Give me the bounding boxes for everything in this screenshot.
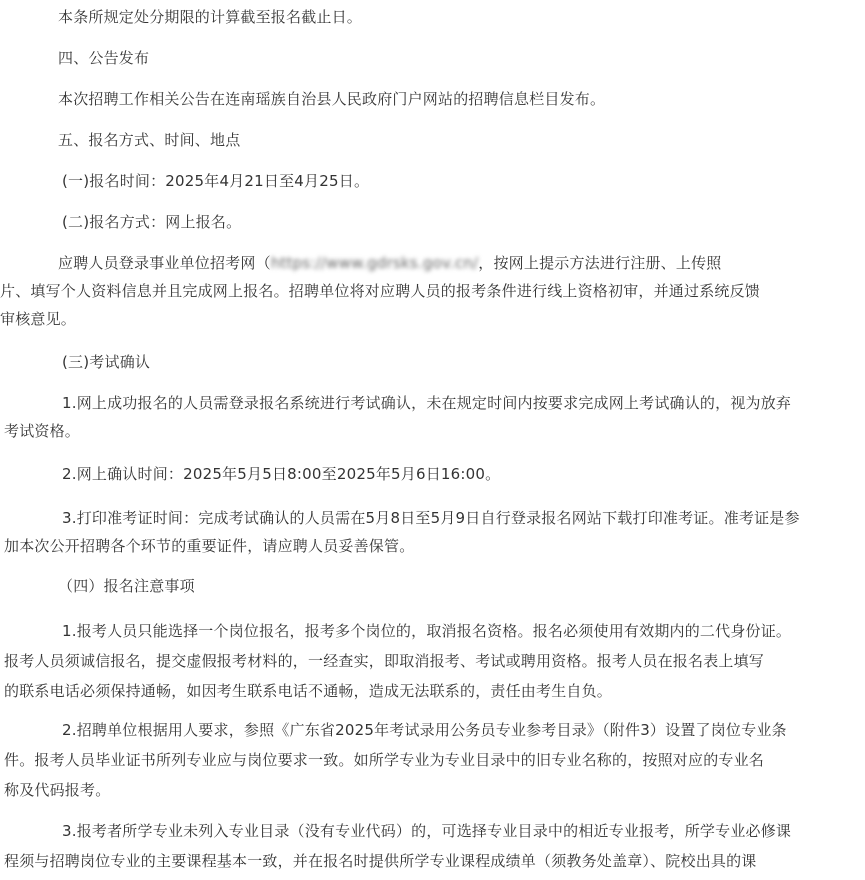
text-line: 称及代码报考。 xyxy=(4,781,111,799)
text-line: 1.网上成功报名的人员需登录报名系统进行考试确认，未在规定时间内按要求完成网上考试确认的，视为放弃 xyxy=(62,394,792,412)
text-line: 审核意见。 xyxy=(0,310,77,328)
text-line: 五、报名方式、时间、地点 xyxy=(58,131,241,149)
text-segment: 应聘人员登录事业单位招考网（ xyxy=(58,254,271,272)
text-line: (三)考试确认 xyxy=(62,353,151,371)
heading-registration-notes xyxy=(58,572,838,600)
paragraph-penalty-period xyxy=(58,3,838,31)
text-line: 片、填写个人资料信息并且完成网上报名。招聘单位将对应聘人员的报考条件进行线上资格初审，并通过系统反馈 xyxy=(0,282,761,300)
paragraph-online-registration xyxy=(0,249,838,333)
text-line: (二)报名方式：网上报名。 xyxy=(62,213,242,231)
heading-announcement xyxy=(58,44,838,72)
paragraph-registration-method xyxy=(62,208,842,236)
paragraph-confirmation-2 xyxy=(62,460,842,488)
paragraph-confirmation-3 xyxy=(4,504,842,560)
paragraph-notes-1 xyxy=(4,616,842,706)
text-line: 本次招聘工作相关公告在连南瑶族自治县人民政府门户网站的招聘信息栏目发布。 xyxy=(58,90,606,108)
registration-website-link[interactable]: https://www.gdrsks.gov.cn/ xyxy=(270,254,479,272)
text-line: 3.报考者所学专业未列入专业目录（没有专业代码）的，可选择专业目录中的相近专业报考，所学专业必修课 xyxy=(62,822,792,840)
text-line: 报考人员须诚信报名，提交虚假报考材料的，一经查实，即取消报考、考试或聘用资格。报考人员在报名表上填写 xyxy=(4,652,765,670)
text-line xyxy=(58,249,838,277)
text-line: （四）报名注意事项 xyxy=(58,577,195,595)
text-line: 加本次公开招聘各个环节的重要证件，请应聘人员妥善保管。 xyxy=(4,537,415,555)
text-line: 2.网上确认时间：2025年5月5日8:00至2025年5月6日16:00。 xyxy=(62,465,501,483)
paragraph-notes-3 xyxy=(4,816,842,876)
paragraph-announcement xyxy=(58,85,838,113)
heading-registration xyxy=(58,126,838,154)
heading-exam-confirmation xyxy=(62,348,842,376)
text-line: 考试资格。 xyxy=(4,422,81,440)
text-line: 四、公告发布 xyxy=(58,49,150,67)
text-line: 的联系电话必须保持通畅，如因考生联系电话不通畅，造成无法联系的，责任由考生自负。 xyxy=(4,682,613,700)
text-line: 3.打印准考证时间：完成考试确认的人员需在5月8日至5月9日自行登录报名网站下载打印准考证。准考证是参 xyxy=(62,509,800,527)
paragraph-confirmation-1 xyxy=(4,389,842,445)
text-line: 1.报考人员只能选择一个岗位报名，报考多个岗位的，取消报名资格。报名必须使用有效期内的二代身份证。 xyxy=(62,622,792,640)
text-line: 件。报考人员毕业证书所列专业应与岗位要求一致。如所学专业为专业目录中的旧专业名称的，按照对应的专业名 xyxy=(4,751,765,769)
text-line: 程须与招聘岗位专业的主要课程基本一致，并在报名时提供所学专业课程成绩单（须教务处盖章）、院校出具的课 xyxy=(4,852,757,870)
text-line: 2.招聘单位根据用人要求，参照《广东省2025年考试录用公务员专业参考目录》（附件3）设置了岗位专业条 xyxy=(62,721,787,739)
text-segment: ，按网上提示方法进行注册、上传照 xyxy=(478,254,722,272)
text-line: 本条所规定处分期限的计算截至报名截止日。 xyxy=(58,8,363,26)
paragraph-notes-2 xyxy=(4,715,842,805)
text-line: (一)报名时间：2025年4月21日至4月25日。 xyxy=(62,172,370,190)
paragraph-registration-time xyxy=(62,167,842,195)
